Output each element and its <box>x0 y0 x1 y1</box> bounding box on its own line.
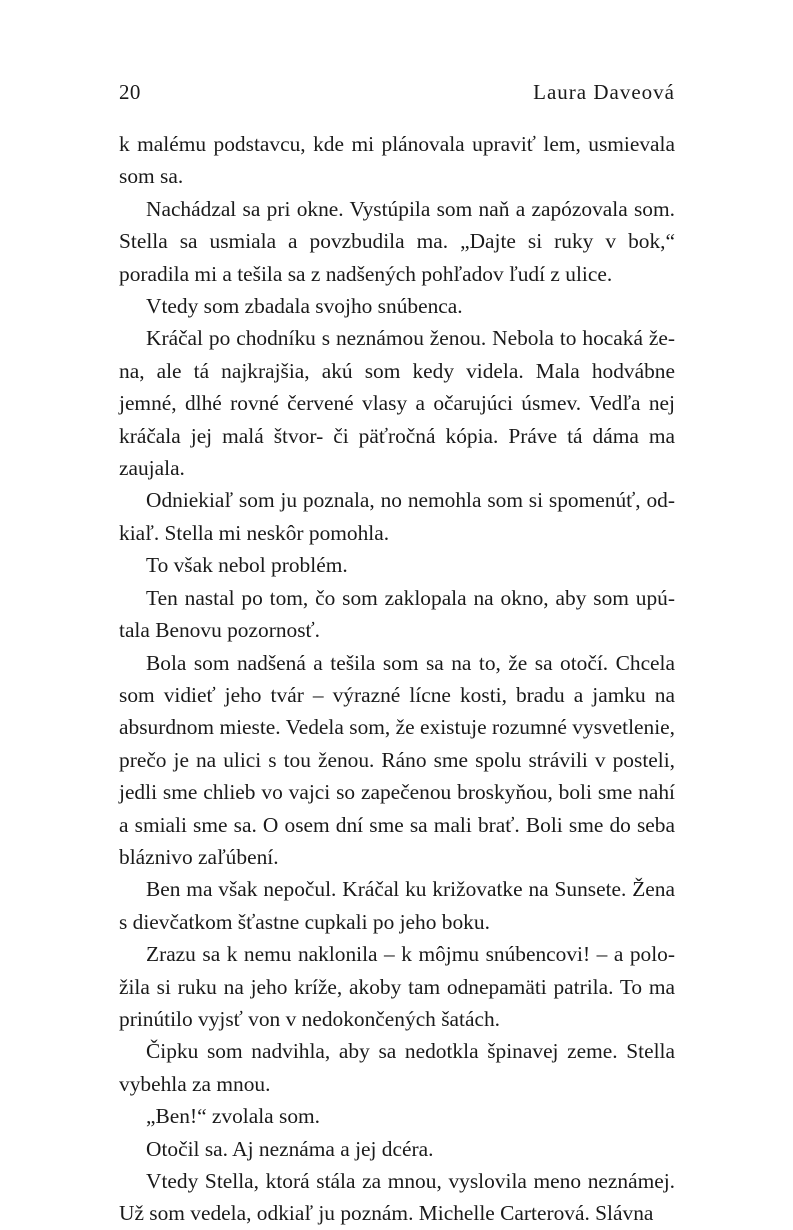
paragraph: Otočil sa. Aj neznáma a jej dcéra. <box>146 1136 434 1161</box>
paragraph: Vtedy som zbadala svojho snúbenca. <box>146 294 463 319</box>
page-number: 20 <box>119 80 141 104</box>
paragraph: Bola som nadšená a tešila som sa na to, že sa otočí. Chcela som vidieť jeho tvár – výrazné lícne kosti, bradu a jamku na absurdnom mieste. Vedela som, že existuje rozumné vysvetlenie, prečo je na ulici s tou ženou. Ráno sme spolu strávili v posteli, jedli sme chlieb vo vajci so zapečenou broskyňou, boli sme nahí a smiali sme sa. O osem dní sme sa mali brať. Boli sme do seba bláznivo zaľúbení. <box>119 650 675 869</box>
paragraph: Kráčal po chodníku s neznámou ženou. Nebola to hocaká žena, ale tá najkrajšia, akú som kedy videla. Mala hodvábne jemné, dlhé rovné červené vlasy a očarujúci úsmev. Vedľa nej kráčala jej malá štvor- či päťročná kópia. Práve tá dáma ma zaujala. <box>119 326 675 481</box>
paragraph: Ten nastal po tom, čo som zaklopala na okno, aby som upútala Benovu pozornosť. <box>119 585 675 643</box>
paragraph: Čipku som nadvihla, aby sa nedotkla špinavej zeme. Stella vybehla za mnou. <box>119 1039 675 1096</box>
paragraph: Vtedy Stella, ktorá stála za mnou, vyslovila meno neznámej. Už som vedela, odkiaľ ju poznám. Michelle Carterová. Slávna <box>119 1169 675 1226</box>
paragraph: „Ben!“ zvolala som. <box>146 1104 321 1129</box>
body-text <box>119 128 675 1230</box>
paragraph: Zrazu sa k nemu naklonila – k môjmu snúbencovi! – a položila si ruku na jeho kríže, akoby tam odnepamäti patrila. To ma prinútilo vyjsť von v nedokončených šatách. <box>119 942 675 1031</box>
paragraph: k malému podstavcu, kde mi plánovala upraviť lem, usmievala som sa. <box>119 132 675 189</box>
paragraph: To však nebol problém. <box>146 553 348 578</box>
book-page <box>119 0 675 1226</box>
paragraph: Ben ma však nepočul. Kráčal ku križovatke na Sunsete. Žena s dievčatkom šťastne cupkali po jeho boku. <box>119 877 675 934</box>
paragraph: Nachádzal sa pri okne. Vystúpila som naň a zapózovala som. Stella sa usmiala a povzbudila ma. „Dajte si ruky v bok,“ poradila mi a tešila sa z nadšených pohľadov ľudí z ulice. <box>119 196 675 286</box>
running-title-author: Laura Daveová <box>533 80 675 104</box>
paragraph: Odniekiaľ som ju poznala, no nemohla som si spomenúť, odkiaľ. Stella mi neskôr pomohla. <box>119 488 675 545</box>
page-header <box>119 80 675 110</box>
